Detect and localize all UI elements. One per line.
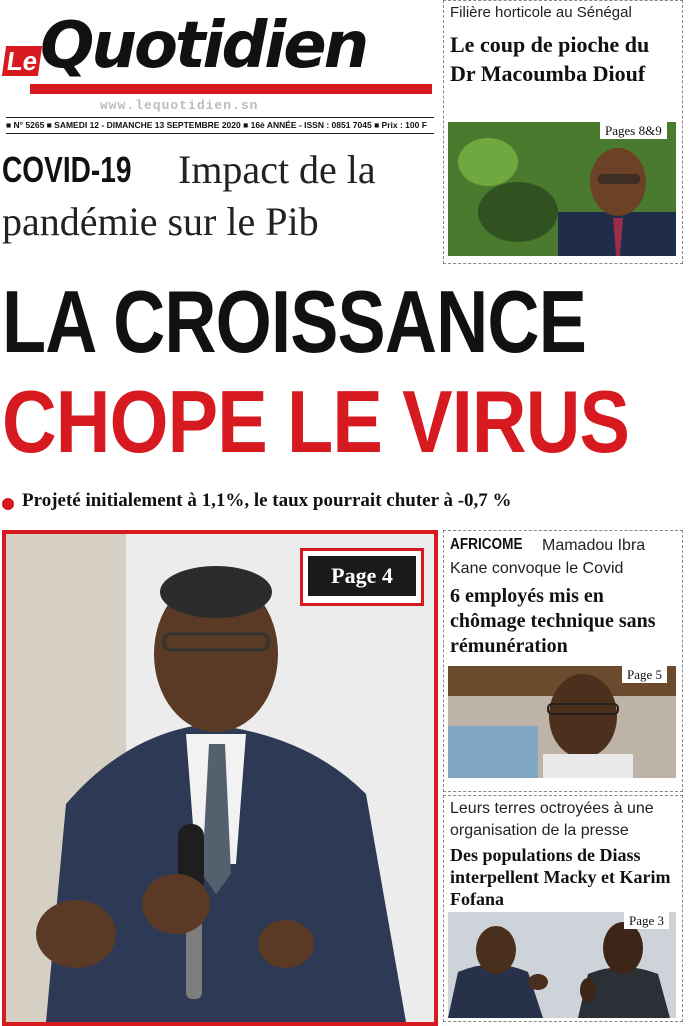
sidebar-mid-kicker-1: Mamadou Ibra — [542, 537, 646, 554]
sidebar-bottom-kicker-2: organisation de la presse — [450, 822, 629, 839]
top-story-headline-1: Impact de la — [178, 147, 376, 192]
sidebar-mid-page-ref: Page 5 — [622, 666, 667, 683]
page-4-badge: Page 4 — [308, 556, 416, 596]
sidebar-mid-headline: 6 employés mis en chômage technique sans rémunération — [450, 585, 656, 657]
main-subhead: Projeté initialement à 1,1%, le taux pourrait chuter à -0,7 % — [22, 490, 512, 511]
sidebar-mid-kicker-2: Kane convoque le Covid — [450, 560, 624, 577]
sidebar-mid-tag: AFRICOME — [450, 536, 523, 553]
top-story-tag: COVID-19 — [2, 149, 132, 190]
sidebar-top-kicker: Filière horticole au Sénégal — [450, 4, 632, 21]
sidebar-bottom-headline: Des populations de Diass interpellent Macky et Karim Fofana — [450, 845, 671, 909]
top-story-headline-2: pandémie sur le Pib — [2, 199, 319, 244]
speaker-photo-icon — [6, 534, 434, 1022]
sidebar-top-headline: Le coup de pioche du Dr Macoumba Diouf — [450, 32, 650, 86]
sidebar-bottom-kicker-1: Leurs terres octroyées à une — [450, 800, 654, 817]
logo-wordmark: Quotidien — [40, 9, 367, 83]
main-headline-line2: CHOPE LE VIRUS — [2, 372, 630, 471]
bullet-dot-icon — [2, 498, 14, 510]
logo-red-bar — [30, 84, 432, 94]
main-headline-line1: LA CROISSANCE — [2, 272, 587, 371]
logo-le: Le — [2, 46, 43, 76]
sidebar-top-photo — [448, 122, 676, 256]
sidebar-bottom-page-ref: Page 3 — [624, 912, 669, 929]
website-url: www.lequotidien.sn — [100, 98, 259, 113]
person-photo-icon — [448, 122, 676, 256]
sidebar-top-page-ref: Pages 8&9 — [600, 122, 667, 139]
issue-info-bar: ■ N° 5265 ■ SAMEDI 12 - DIMANCHE 13 SEPTEMBRE 2020 ■ 16è ANNÉE - ISSN : 0851 7045 ■ Prix : 100 F — [6, 117, 434, 134]
